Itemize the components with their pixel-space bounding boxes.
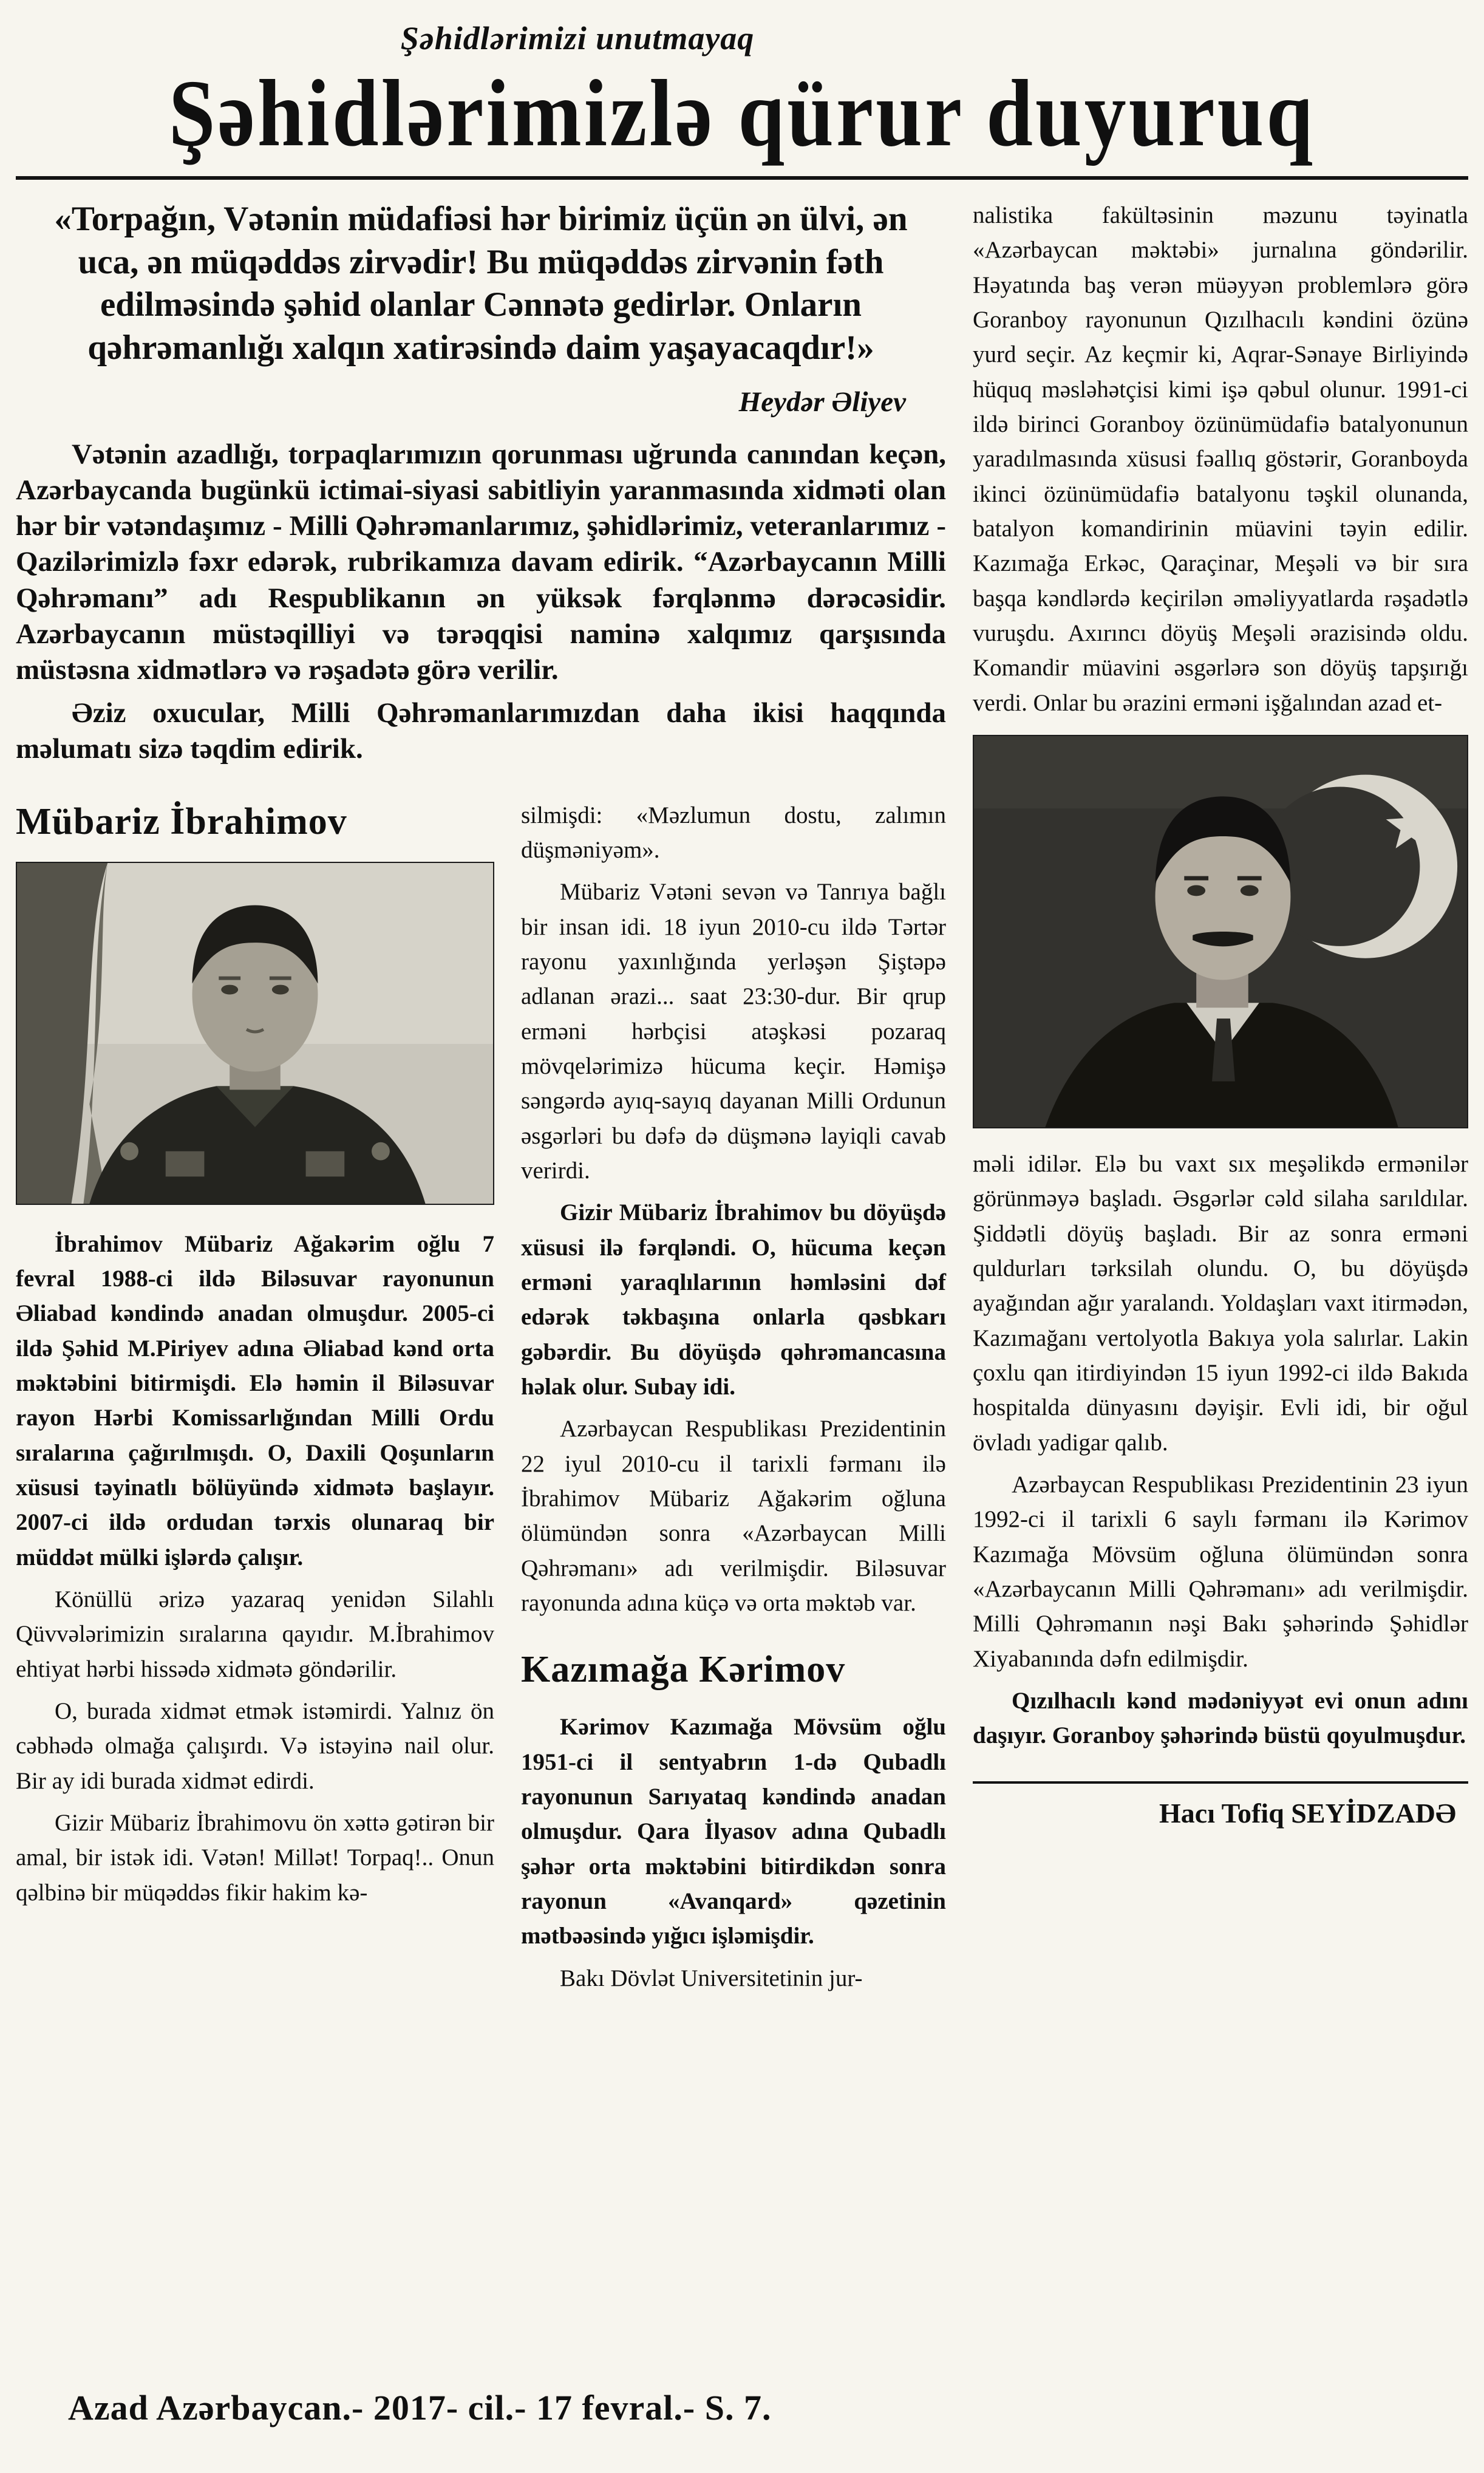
lead-paragraph-1: Vətənin azadlığı, torpaqlarımızın qorunması uğrunda canından keçən, Azərbaycanda bugünkü ictimai-siyasi sabitliyin yaranmasında xidməti olan hər bir vətəndaşımız - Milli Qəhrəmanlarımız, şəhidlərimiz, veteranlarımız - Qazilərimizlə fəxr edərək, rubrikamıza davam edirik. “Azərbaycanın Milli Qəhrəmanı” adı Respublikanın ən yüksək fərqlənmə dərəcəsidir. Azərbaycanın müstəqilliyi və tərəqqisi naminə xalqımız qarşısında müstəsna xidmətlərə və rəşadətə görə verilir. — [16, 438, 946, 686]
lead-paragraph-2: Əziz oxucular, Milli Qəhrəmanlarımızdan daha ikisi haqqında məlumatı sizə təqdim edirik. — [16, 697, 946, 765]
article-column-mubariz — [16, 798, 494, 2003]
source-citation: Azad Azərbaycan.- 2017- cil.- 17 fevral.- S. 7. — [68, 2388, 772, 2427]
articles-row — [16, 798, 946, 2003]
bio-paragraph: Gizir Mübariz İbrahimovu ön xəttə gətirən bir amal, bir istək idi. Vətən! Millət! Torpaq!.. Onun qəlbinə bir müqəddəs fikir hakim kə- — [16, 1809, 494, 1906]
article-heading-mubariz: Mübariz İbrahimov — [16, 800, 347, 842]
article-heading-kazimaga: Kazımağa Kərimov — [521, 1649, 846, 1691]
article-paragraph: nalistika fakültəsinin məzunu təyinatla «Azərbaycan məktəbi» jurnalına göndərilir. Həyatında baş verən müəyyən problemlərə görə Goranboy rayonunun Qızılhacılı kəndini özünə yurd seçir. Az keçmir ki, Aqrar-Sənaye Birliyində hüquq məsləhətçisi kimi işə qəbul olunur. 1991-ci ildə birinci Goranboy özünümüdafiə batalyonunun yaradılmasında xüsusi fəallıq göstərir, Goranboyda ikinci özünümüdafiə batalyonu təşkil olunanda, batalyon komandirinin müavini təyin edilir. Kazımağa Erkəc, Qaraçinar, Meşəli və bir sıra başqa kəndlərdə keçirilən əməliyyatlarda rəşadətlə vuruşdu. Axırıncı döyüş Meşəli ərazisində oldu. Komandir müavini əsgərlərə son döyüş tapşırığı verdi. Onlar bu ərazini erməni işğalından azad et- — [973, 202, 1468, 716]
mubariz-portrait-photo — [16, 862, 494, 1205]
quote-attribution: Heydər Əliyev — [738, 386, 906, 418]
main-content — [16, 198, 1468, 2003]
article-paragraph: Bakı Dövlət Universitetinin jur- — [560, 1965, 863, 1991]
article-paragraph: silmişdi: «Məzlumun dostu, zalımın düşməniyəm». — [521, 802, 946, 863]
article-paragraph: Gizir Mübariz İbrahimov bu döyüşdə xüsusi ilə fərqləndi. O, hücuma keçən erməni yaraqlılarının həmləsini dəf edərək təkbaşına onlarla qəsbkarı gəbərdir. Bu döyüşdə qəhrəmancasına həlak olur. Subay idi. — [521, 1199, 946, 1400]
article-paragraph: məli idilər. Elə bu vaxt sıx meşəlikdə ermənilər görünməyə başladı. Əsgərlər cəld silaha sarıldılar. Şiddətli döyüş başladı. Bir az sonra erməni quldurları tərksilah olundu. O, bu döyüşdə ayağından ağır yaralandı. Yoldaşları vaxt itirmədən, Kazımağanı vertolyotla Bakıya yola salırlar. Lakin çoxlu qan itirdiyindən 15 iyun 1992-ci ildə Bakıda hospitalda dünyasını dəyişir. Evli idi, bir oğul övladı yadigar qalıb. — [973, 1150, 1468, 1456]
article-paragraph: Azərbaycan Respublikası Prezidentinin 22 iyul 2010-cu il tarixli fərmanı ilə İbrahimov Mübariz Ağakərim oğluna ölümündən sonra «Azərbaycan Milli Qəhrəmanı» adı verilmişdir. Biləsuvar rayonunda adına küçə və orta məktəb var. — [521, 1416, 946, 1616]
article-paragraph: Mübariz Vətəni sevən və Tanrıya bağlı bir insan idi. 18 iyun 2010-cu ildə Tərtər rayonu yaxınlığında yerləşən Şiştəpə adlanan ərazi... saat 23:30-dur. Bir qrup erməni hərbçisi atəşkəsi pozaraq mövqelərimizə hücuma keçir. Həmişə səngərdə ayıq-sayıq dayanan Milli Ordunun əsgərləri bu dəfə də düşmənə layiqli cavab verirdi. — [521, 879, 946, 1184]
lead-section — [16, 198, 946, 768]
kazimaga-portrait-photo — [973, 735, 1468, 1128]
kicker-line: Şəhidlərimizi unutmayaq — [400, 20, 755, 56]
author-signature: Hacı Tofiq SEYİDZADƏ — [973, 1781, 1468, 1829]
bio-paragraph: Könüllü ərizə yazaraq yenidən Silahlı Qüvvələrimizin sıralarına qayıdır. M.İbrahimov ehtiyat hərbi hissədə xidmətə göndərilir. — [16, 1586, 494, 1682]
article-column-middle — [521, 798, 946, 2003]
headline-rule — [16, 176, 1468, 180]
left-section — [16, 198, 946, 2003]
bio-paragraph: Kərimov Kazımağa Mövsüm oğlu 1951-ci il sentyabrın 1-də Qubadlı rayonunun Sarıyataq kəndində anadan olmuşdur. Qara İlyasov adına Qubadlı şəhər orta məktəbini bitirdikdən sonra rayonun «Avanqard» qəzetinin mətbəəsində yığıcı işləmişdir. — [521, 1714, 946, 1949]
lead-quote: «Torpağın, Vətənin müdafiəsi hər birimiz üçün ən ülvi, ən uca, ən müqəddəs zirvədir! Bu müqəddəs zirvənin fəth edilməsində şəhid olanlar Cənnətə gedirlər. Onların qəhrəmanlığı xalqın xatirəsində daim yaşayacaqdır!» — [54, 200, 908, 367]
bio-paragraph: O, burada xidmət etmək istəmirdi. Yalnız ön cəbhədə olmağa çalışırdı. Və istəyinə nail olur. Bir ay idi burada xidmət edirdi. — [16, 1697, 494, 1794]
kazimaga-portrait-illustration — [974, 736, 1467, 1127]
right-column — [973, 198, 1468, 2003]
bio-paragraph: İbrahimov Mübariz Ağakərim oğlu 7 fevral 1988-ci ildə Biləsuvar rayonunun Əliabad kəndində anadan olmuşdur. 2005-ci ildə Şəhid M.Piriyev adına Əliabad kənd orta məktəbini bitirmişdi. Elə həmin il Biləsuvar rayon Hərbi Komissarlığından Milli Ordu sıralarına çağırılmışdı. O, Daxili Qoşunların xüsusi təyinatlı bölüyündə xidmətə başlayır. 2007-ci ildə ordudan tərxis olunaraq bir müddət mülki işlərdə çalışır. — [16, 1230, 494, 1571]
main-headline: Şəhidlərimizlə qürur duyuruq — [168, 60, 1316, 166]
article-paragraph: Azərbaycan Respublikası Prezidentinin 23 iyun 1992-ci il tarixli 6 saylı fərmanı ilə Kərimov Kazımağa Mövsüm oğluna ölümündən sonra «Azərbaycanın Milli Qəhrəmanı» adı verilmişdir. Milli Qəhrəmanın nəşi Bakı şəhərində Şəhidlər Xiyabanında dəfn edilmişdir. — [973, 1471, 1468, 1672]
mubariz-portrait-illustration — [17, 863, 493, 1204]
article-paragraph: Qızılhacılı kənd mədəniyyət evi onun adını daşıyır. Goranboy şəhərində büstü qoyulmuşdur. — [973, 1687, 1468, 1749]
